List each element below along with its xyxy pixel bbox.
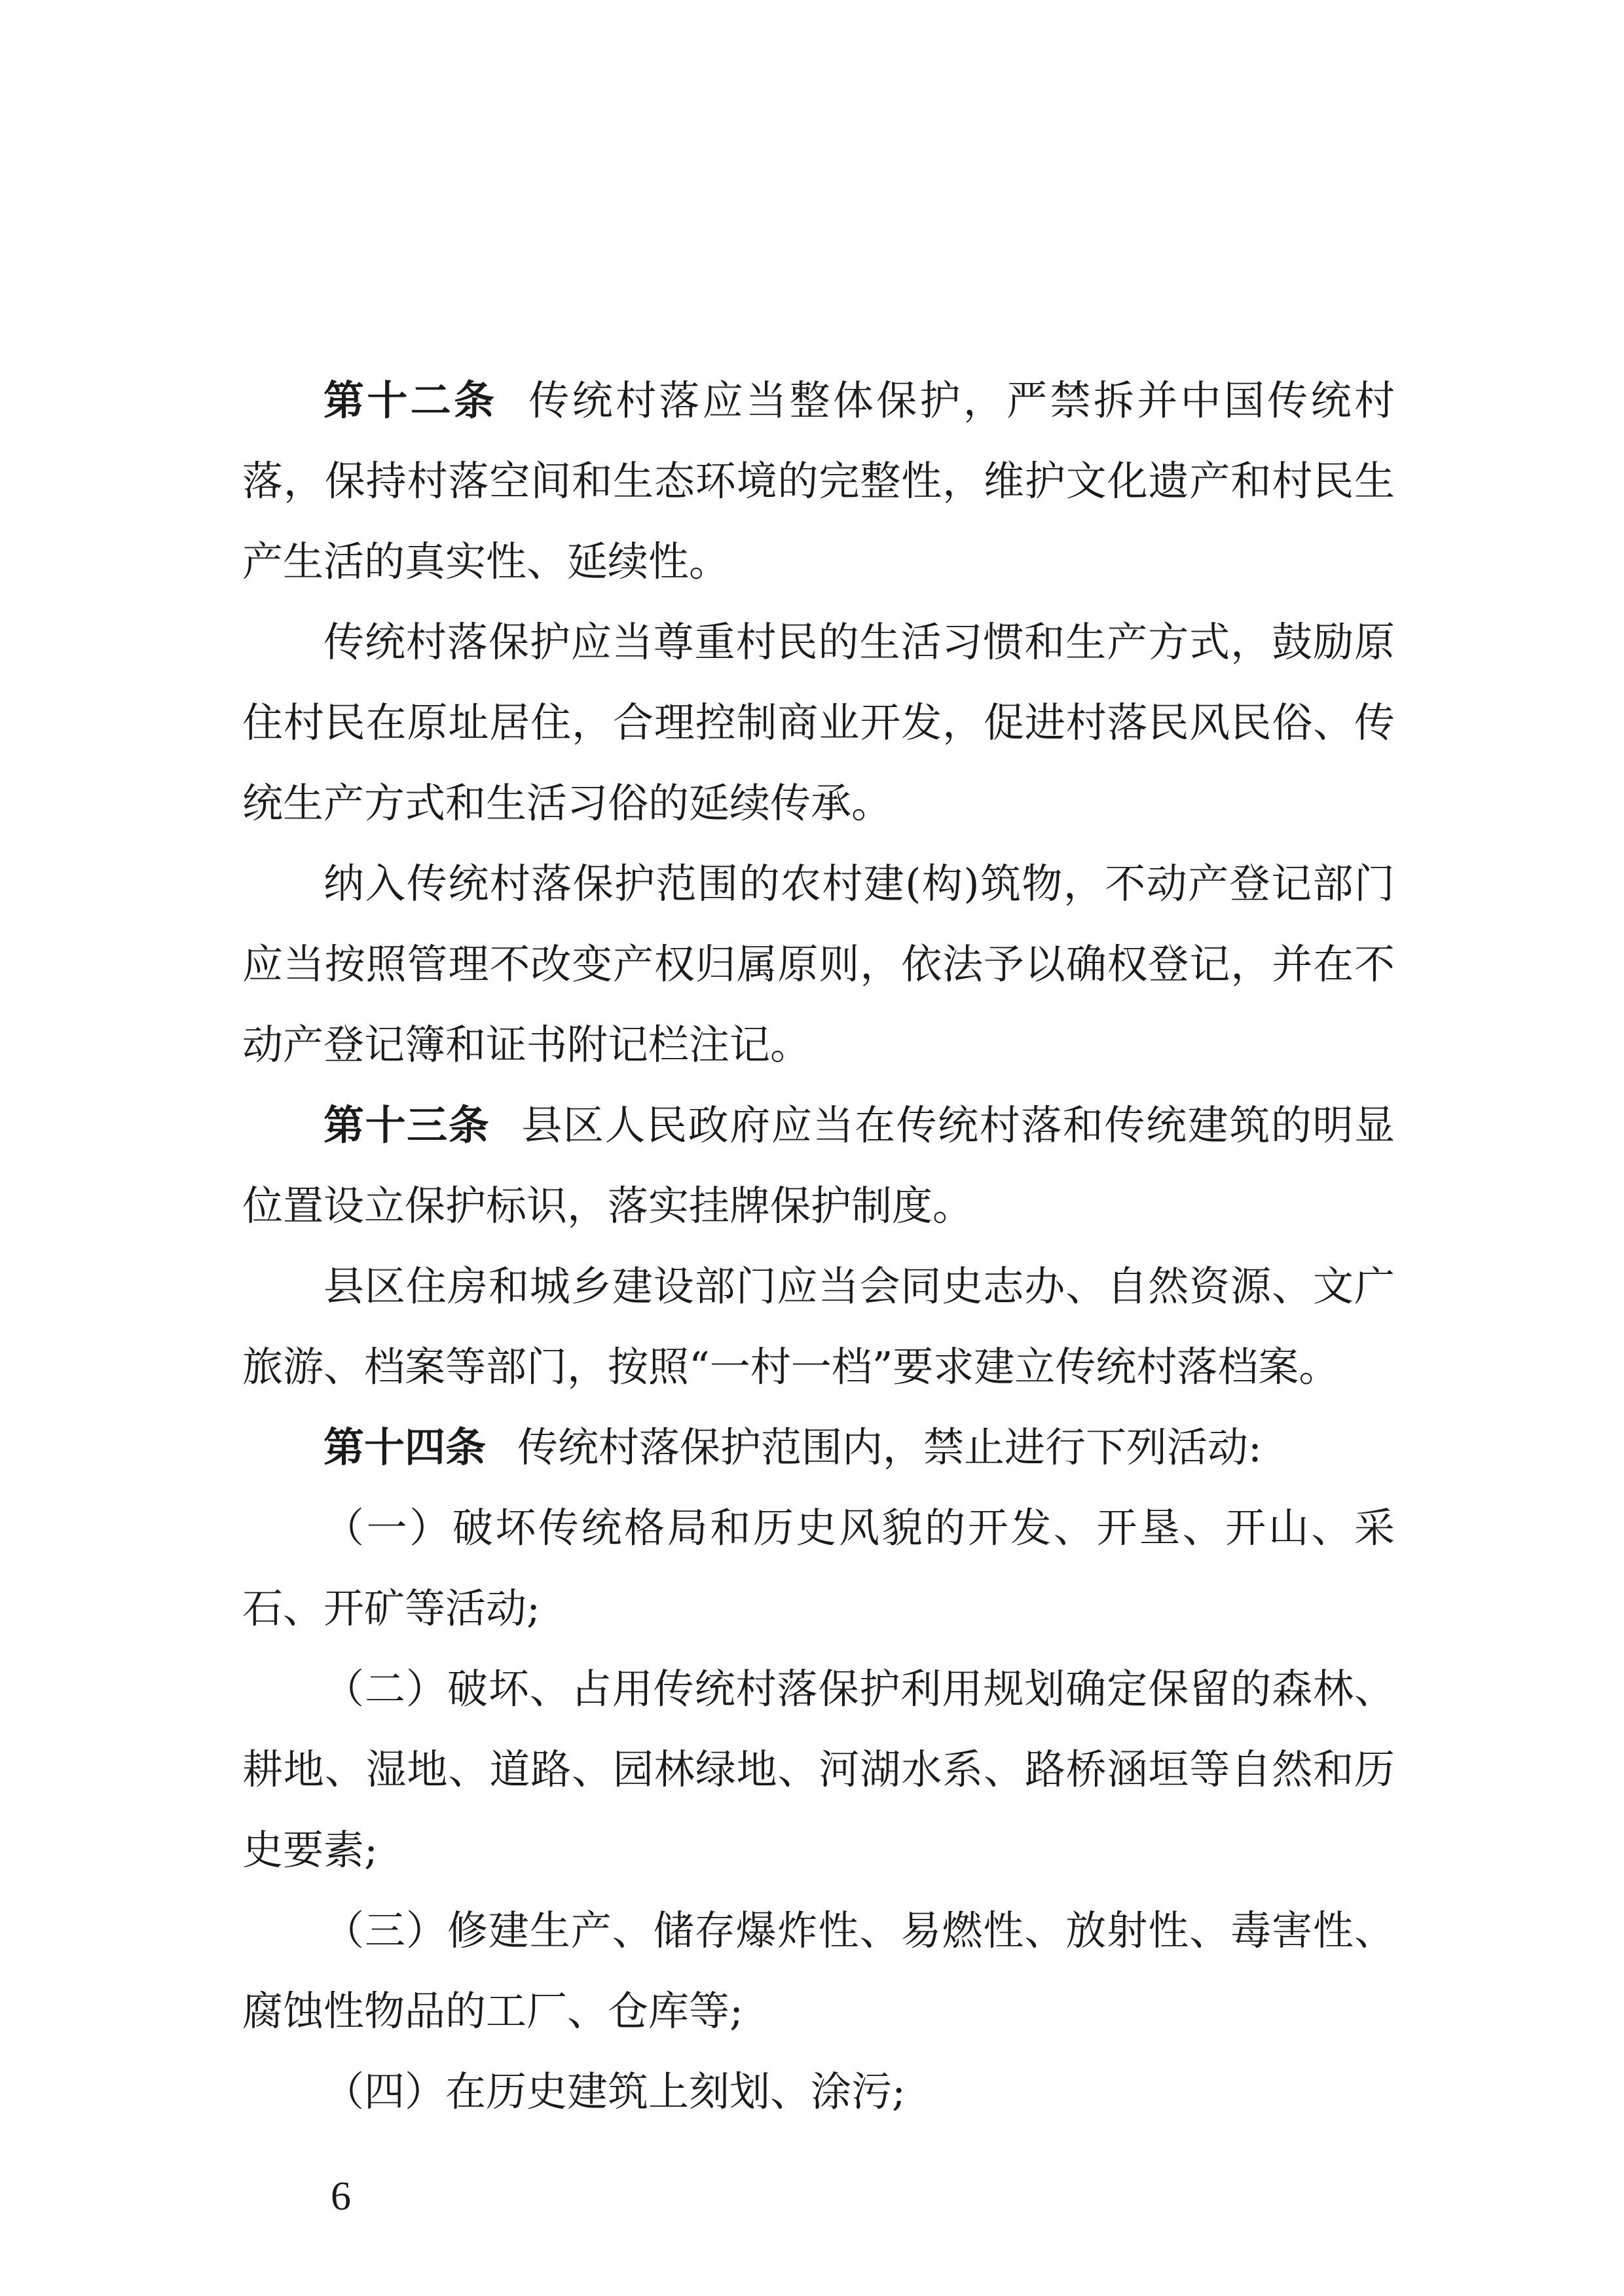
document-body	[242, 360, 1395, 2132]
article-12-text: 传统村落应当整体保护，严禁拆并中国传统村落，保持村落空间和生态环境的完整性，维护文化遗产和村民生产生活的真实性、延续性。	[242, 376, 1395, 585]
article-14-text: 传统村落保护范围内，禁止进行下列活动:	[517, 1423, 1262, 1471]
article-12-paragraph-3: 纳入传统村落保护范围的农村建(构)筑物，不动产登记部门应当按照管理不改变产权归属原则，依法予以确权登记，并在不动产登记簿和证书附记栏注记。	[242, 860, 1395, 1068]
article-12-heading: 第十二条	[323, 376, 498, 424]
article-13-paragraph	[242, 1085, 1395, 1246]
article-14-item-3: （三）修建生产、储存爆炸性、易燃性、放射性、毒害性、腐蚀性物品的工厂、仓库等;	[242, 1906, 1395, 2035]
article-14-heading: 第十四条	[323, 1423, 487, 1471]
article-14-item-2: （二）破坏、占用传统村落保护利用规划确定保留的森林、耕地、湿地、道路、园林绿地、河湖水系、路桥涵垣等自然和历史要素;	[242, 1665, 1395, 1874]
article-12-paragraph-2: 传统村落保护应当尊重村民的生活习惯和生产方式，鼓励原住村民在原址居住，合理控制商业开发，促进村落民风民俗、传统生产方式和生活习俗的延续传承。	[242, 618, 1395, 827]
article-13-heading: 第十三条	[323, 1101, 490, 1149]
article-13-text: 县区人民政府应当在传统村落和传统建筑的明显位置设立保护标识，落实挂牌保护制度。	[242, 1101, 1395, 1230]
article-13-paragraph-2: 县区住房和城乡建设部门应当会同史志办、自然资源、文广旅游、档案等部门，按照“一村一档”要求建立传统村落档案。	[242, 1262, 1395, 1391]
page-number: 6	[331, 2174, 351, 2219]
article-12-paragraph	[242, 360, 1395, 602]
article-14-item-4: （四）在历史建筑上刻划、涂污;	[323, 2068, 906, 2115]
article-14-paragraph	[242, 1407, 1395, 1487]
article-14-item-1: （一）破坏传统格局和历史风貌的开发、开垦、开山、采石、开矿等活动;	[242, 1504, 1395, 1632]
